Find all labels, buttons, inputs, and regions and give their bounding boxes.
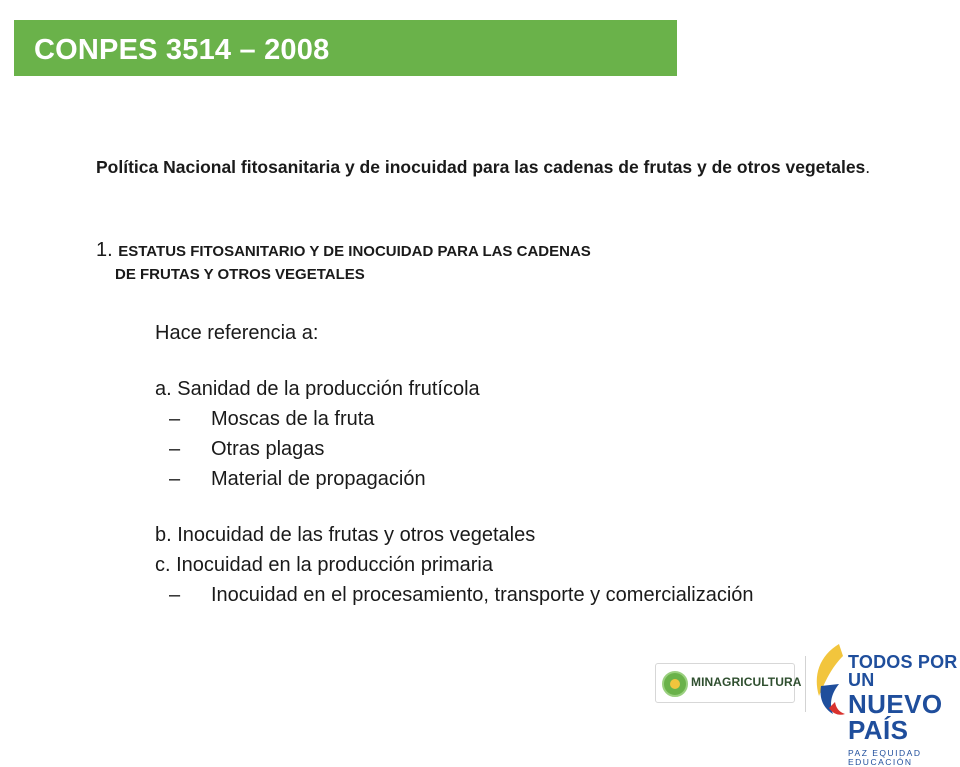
ministry-name: MINAGRICULTURA xyxy=(691,675,802,689)
dash-bullet: – xyxy=(169,408,181,430)
coat-of-arms-icon xyxy=(662,671,688,697)
section-heading xyxy=(96,236,591,284)
section-title-line1: ESTATUS FITOSANITARIO Y DE INOCUIDAD PARA LAS CADENAS xyxy=(118,243,591,260)
subitem-text: Inocuidad en el procesamiento, transporte y comercialización xyxy=(211,584,754,606)
list-subitem xyxy=(155,580,875,610)
nuevo-pais-flag-icon xyxy=(809,642,847,718)
slide-content xyxy=(96,156,876,606)
subitem-text: Material de propagación xyxy=(211,468,426,490)
intro-period: . xyxy=(865,157,871,177)
list-item-a: a. Sanidad de la producción frutícola xyxy=(155,378,480,400)
dash-bullet: – xyxy=(169,584,181,606)
slogan-line2: NUEVO PAÍS xyxy=(848,689,943,745)
logo-divider xyxy=(805,656,806,712)
subitem-text: Moscas de la fruta xyxy=(211,408,375,430)
subitem-text: Otras plagas xyxy=(211,438,325,460)
title-bar xyxy=(14,20,677,76)
slogan-line1: TODOS POR UN xyxy=(848,652,958,690)
intro-text: Política Nacional fitosanitaria y de inocuidad para las cadenas de frutas y de otros vegetales xyxy=(96,157,866,177)
slide-title: CONPES 3514 – 2008 xyxy=(34,34,330,66)
dash-bullet: – xyxy=(169,468,181,490)
list-item-b: b. Inocuidad de las frutas y otros vegetales xyxy=(155,524,536,546)
section-title-line2: DE FRUTAS Y OTROS VEGETALES xyxy=(115,266,365,283)
slogan-line3: PAZ EQUIDAD EDUCACIÓN xyxy=(848,748,922,767)
minagricultura-logo xyxy=(655,663,802,703)
footer-logos xyxy=(655,640,960,767)
list-subitem xyxy=(155,434,875,464)
todos-por-un-nuevo-pais-logo xyxy=(848,653,960,766)
intro-paragraph xyxy=(96,156,876,178)
dash-bullet: – xyxy=(169,438,181,460)
section-number: 1. xyxy=(96,239,119,261)
list-lead: Hace referencia a: xyxy=(155,322,319,344)
list-subitem xyxy=(155,404,875,434)
topics-list xyxy=(155,318,875,610)
list-item-c: c. Inocuidad en la producción primaria xyxy=(155,554,493,576)
list-subitem xyxy=(155,464,875,494)
